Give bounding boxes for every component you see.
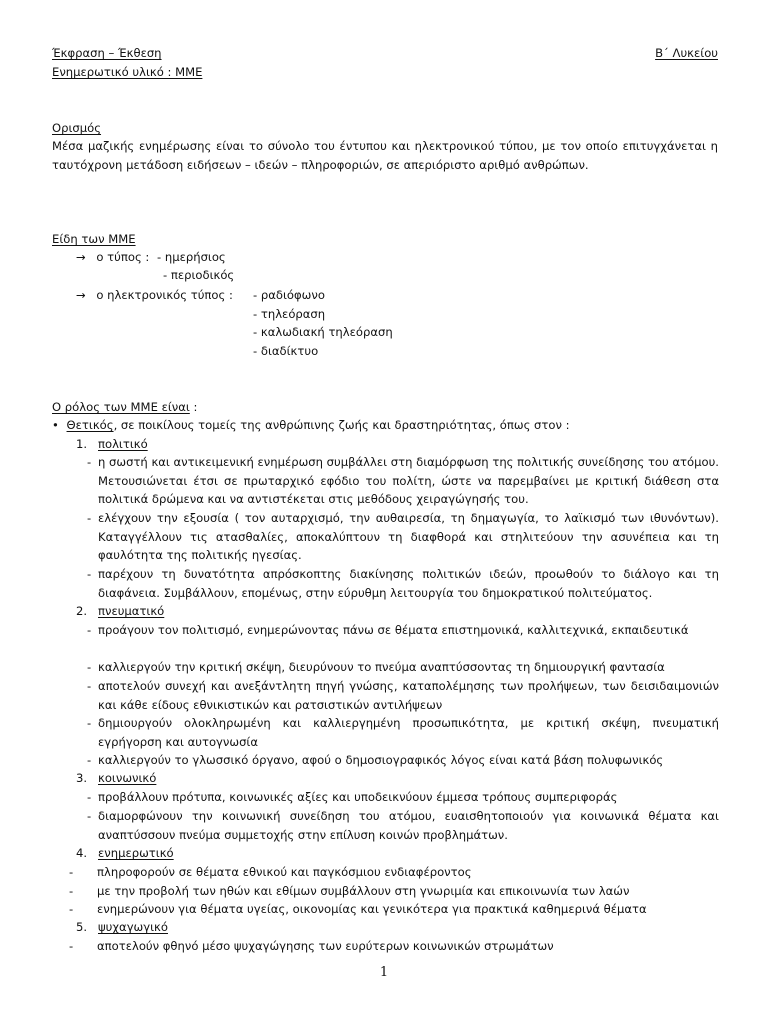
definition-heading: Ορισμός bbox=[52, 121, 102, 135]
list-item: - ελέγχουν την εξουσία ( τον αυταρχισμό, την αυθαιρεσία, τη δημαγωγία, το λαϊκισμό των ιθυνόντων). Καταγγέλλουν τις ατασθαλίες, αποκαλύπτουν τη διαφθορά και στηλιτεύουν την ασυνέπεια και τη φαυλότητα της πολιτικής ηγεσίας. bbox=[87, 511, 719, 563]
list-item: - ενημερώνουν για θέματα υγείας, οικονομίας και γενικότερα για πρακτικά καθημερινά θέματα bbox=[69, 902, 647, 916]
section-heading-entertainment: 5. ψυχαγωγικό bbox=[76, 920, 168, 934]
print-item-periodical: - περιοδικός bbox=[163, 268, 235, 282]
list-item: - με την προβολή των ηθών και εθίμων συμβάλλουν στη γνωριμία και επικοινωνία των λαών bbox=[69, 884, 630, 898]
list-item: - πληροφορούν σε θέματα εθνικού και παγκόσμιου ενδιαφέροντος bbox=[69, 865, 472, 879]
document-subtitle: Ενημερωτικό υλικό : ΜΜΕ bbox=[52, 65, 203, 79]
electronic-item-tv: - τηλεόραση bbox=[253, 307, 326, 321]
list-item: - παρέχουν τη δυνατότητα απρόσκοπτης διακίνησης πολιτικών ιδεών, προωθούν το διάλογο και τη διαφάνεια. Συμβάλλουν, επομένως, στην εύρυθμη λειτουργία του δημοκρατικού πολιτεύματος. bbox=[87, 567, 719, 600]
electronic-press-row bbox=[76, 286, 233, 305]
header bbox=[52, 44, 718, 63]
print-item-daily: - ημερήσιος bbox=[157, 250, 226, 264]
list-item: - αποτελούν φθηνό μέσο ψυχαγώγησης των ευρύτερων κοινωνικών στρωμάτων bbox=[69, 939, 554, 953]
bullet-icon: • bbox=[52, 418, 59, 432]
types-heading: Είδη των ΜΜΕ bbox=[52, 232, 136, 246]
list-item: - διαμορφώνουν την κοινωνική συνείδηση του ατόμου, ευαισθητοποιούν για κοινωνικά θέματα και αναπτύσσουν πνεύμα συμμετοχής στην επίλυση κοινών προβλημάτων. bbox=[87, 809, 719, 842]
list-item: - καλλιεργούν την κριτική σκέψη, διευρύνουν το πνεύμα αναπτύσσοντας τη δημιουργική φαντασία bbox=[87, 660, 665, 674]
document-title: Έκφραση – Έκθεση bbox=[52, 46, 162, 60]
section-heading-social: 3. κοινωνικό bbox=[76, 771, 157, 785]
positive-label: Θετικός bbox=[66, 418, 114, 432]
positive-rest: , σε ποικίλους τομείς της ανθρώπινης ζωής και δραστηριότητας, όπως στον : bbox=[113, 418, 570, 432]
list-item: - η σωστή και αντικειμενική ενημέρωση συμβάλλει στη διαμόρφωση της πολιτικής συνείδησης του ατόμου. Μετουσιώνεται έτσι σε πρωταρχικό εφόδιο του πολίτη, ώστε να παρεμβαίνει με κριτική διάθεση στα πολιτικά δρώμενα και να αντιστέκεται στις μεθόδους χειραγώγησής του. bbox=[87, 455, 719, 507]
page-number: 1 bbox=[379, 965, 389, 980]
list-item: - δημιουργούν ολοκληρωμένη και καλλιεργημένη προσωπικότητα, με κριτική σκέψη, πνευματική εγρήγορση και αυτογνωσία bbox=[87, 716, 719, 749]
electronic-item-cable-tv: - καλωδιακή τηλεόραση bbox=[253, 325, 393, 339]
subtitle-row bbox=[52, 63, 718, 82]
list-item: - καλλιεργούν το γλωσσικό όργανο, αφού ο δημοσιογραφικός λόγος είναι κατά βάση πολυφωνικός bbox=[87, 753, 664, 767]
list-item: - προάγουν τον πολιτισμό, ενημερώνοντας πάνω σε θέματα επιστημονικά, καλλιτεχνικά, εκπαιδευτικά bbox=[87, 623, 689, 637]
electronic-press-label: ο ηλεκτρονικός τύπος : bbox=[96, 288, 233, 302]
list-item: - προβάλλουν πρότυπα, κοινωνικές αξίες και υποδεικνύουν έμμεσα τρόπους συμπεριφοράς bbox=[87, 790, 618, 804]
electronic-item-internet: - διαδίκτυο bbox=[253, 344, 319, 358]
electronic-item-radio: - ραδιόφωνο bbox=[253, 288, 325, 302]
print-press-label: ο τύπος : bbox=[96, 250, 150, 264]
section-heading-political: 1. πολιτικό bbox=[76, 437, 148, 451]
section-heading-spiritual: 2. πνευματικό bbox=[76, 604, 165, 618]
grade-label: Β΄ Λυκείου bbox=[655, 46, 718, 60]
print-press-row bbox=[76, 248, 149, 267]
arrow-icon: → bbox=[76, 288, 86, 302]
list-item: - αποτελούν συνεχή και ανεξάντλητη πηγή γνώσης, καταπολέμησης των προλήψεων, των δεισιδαιμονιών και κάθε είδους εθνικιστικών και ρατσιστικών αντιλήψεων bbox=[87, 679, 719, 712]
positive-role-line bbox=[52, 416, 570, 435]
definition-text: Μέσα μαζικής ενημέρωσης είναι το σύνολο του έντυπου και ηλεκτρονικού τύπου, με τον οποίο επιτυγχάνεται η ταυτόχρονη μετάδοση ειδήσεων – ιδεών – πληροφοριών, σε απεριόριστο αριθμό ανθρώπων. bbox=[52, 139, 718, 172]
role-heading: Ο ρόλος των ΜΜΕ είναι : bbox=[52, 400, 198, 414]
section-heading-informative: 4. ενημερωτικό bbox=[76, 846, 174, 860]
arrow-icon: → bbox=[76, 250, 86, 264]
